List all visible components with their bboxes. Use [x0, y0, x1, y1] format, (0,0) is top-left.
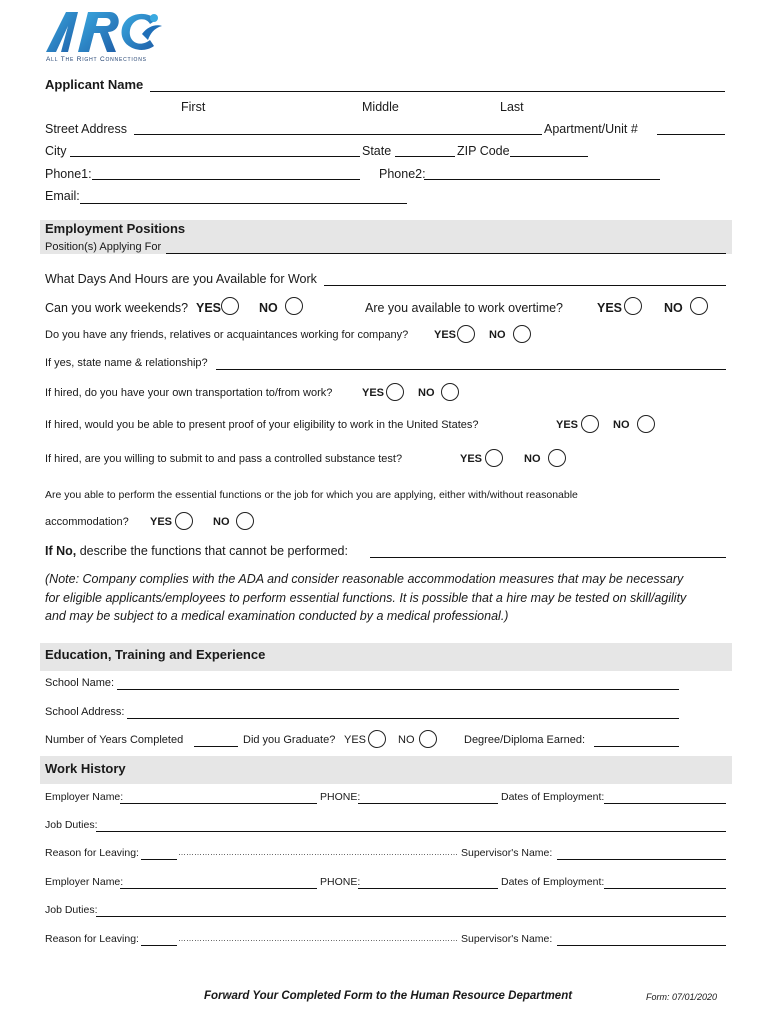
graduate-no-radio[interactable]	[419, 730, 437, 748]
phone1-work-label: PHONE:	[320, 791, 361, 803]
graduate-yes-radio[interactable]	[368, 730, 386, 748]
phone2-work-label: PHONE:	[320, 876, 361, 888]
graduate-yes-label: YES	[344, 734, 367, 746]
phone1-label: Phone1:	[45, 167, 92, 181]
education-heading: Education, Training and Experience	[45, 647, 266, 662]
employer1-phone-field[interactable]	[358, 803, 498, 804]
reason1-field[interactable]	[141, 859, 177, 860]
overtime-no-label: NO	[664, 301, 683, 315]
if-no-label	[45, 543, 348, 559]
city-label: City	[45, 144, 67, 158]
dates2-field[interactable]	[604, 888, 726, 889]
positions-field[interactable]	[166, 253, 726, 254]
supervisor2-label: Supervisor's Name:	[461, 933, 553, 945]
transportation-no-radio[interactable]	[441, 383, 459, 401]
duties2-field[interactable]	[96, 916, 726, 917]
employer2-phone-field[interactable]	[358, 888, 498, 889]
school-address-field[interactable]	[127, 718, 679, 719]
functions-no-label: NO	[213, 516, 230, 528]
duties2-label: Job Duties:	[45, 904, 98, 916]
phone2-field[interactable]	[424, 179, 660, 180]
graduate-question: Did you Graduate?	[243, 734, 336, 746]
positions-label: Position(s) Applying For	[45, 241, 162, 253]
zip-field[interactable]	[510, 156, 588, 157]
weekends-yes-radio[interactable]	[221, 297, 239, 315]
supervisor1-label: Supervisor's Name:	[461, 847, 553, 859]
school-name-label: School Name:	[45, 677, 115, 689]
work-section-band	[40, 756, 732, 784]
substance-no-radio[interactable]	[548, 449, 566, 467]
eligibility-no-label: NO	[613, 419, 630, 431]
eligibility-yes-label: YES	[556, 419, 579, 431]
substance-no-label: NO	[524, 453, 541, 465]
zip-label: ZIP Code	[457, 144, 510, 158]
supervisor1-field[interactable]	[557, 859, 726, 860]
state-field[interactable]	[395, 156, 455, 157]
school-address-label: School Address:	[45, 706, 125, 718]
functions-no-radio[interactable]	[236, 512, 254, 530]
reason1-label: Reason for Leaving:	[45, 847, 139, 859]
days-hours-label: What Days And Hours are you Available for Work	[45, 272, 317, 286]
relationship-field[interactable]	[216, 369, 726, 370]
transportation-no-label: NO	[418, 387, 435, 399]
substance-yes-radio[interactable]	[485, 449, 503, 467]
reason2-dots: ……………………………………………………………………………………………	[178, 934, 458, 943]
dates1-label: Dates of Employment:	[501, 791, 605, 803]
reason1-dots: ……………………………………………………………………………………………	[178, 848, 458, 857]
relationship-label: If yes, state name & relationship?	[45, 357, 208, 369]
street-address-label: Street Address	[45, 122, 127, 136]
applicant-name-field[interactable]	[150, 91, 725, 92]
functions-question-cont: accommodation?	[45, 516, 129, 528]
if-no-bold: If No,	[45, 544, 77, 558]
functions-question: Are you able to perform the essential functions or the job for which you are applying, either with/without reasonable	[45, 489, 578, 501]
degree-label: Degree/Diploma Earned:	[464, 734, 586, 746]
transportation-question: If hired, do you have your own transportation to/from work?	[45, 387, 333, 399]
weekends-no-label: NO	[259, 301, 278, 315]
school-name-field[interactable]	[117, 689, 679, 690]
email-field[interactable]	[80, 203, 407, 204]
functions-yes-radio[interactable]	[175, 512, 193, 530]
overtime-yes-label: YES	[597, 301, 623, 315]
overtime-no-radio[interactable]	[690, 297, 708, 315]
logo-tagline: All The Right Connections	[46, 56, 147, 63]
dates2-label: Dates of Employment:	[501, 876, 605, 888]
employer2-label: Employer Name:	[45, 876, 124, 888]
apartment-label: Apartment/Unit #	[544, 122, 638, 136]
footer-forward-text: Forward Your Completed Form to the Human Resource Department	[204, 990, 573, 1002]
employer1-label: Employer Name:	[45, 791, 124, 803]
overtime-question: Are you available to work overtime?	[365, 301, 564, 315]
if-no-text: describe the functions that cannot be performed:	[76, 544, 348, 558]
last-name-caption: Last	[500, 100, 524, 114]
applicant-name-label: Applicant Name	[45, 77, 144, 92]
employer2-field[interactable]	[120, 888, 317, 889]
form-date: Form: 07/01/2020	[646, 992, 718, 1002]
friends-question: Do you have any friends, relatives or acquaintances working for company?	[45, 329, 409, 341]
overtime-yes-radio[interactable]	[624, 297, 642, 315]
apartment-field[interactable]	[657, 134, 725, 135]
degree-field[interactable]	[594, 746, 679, 747]
duties1-field[interactable]	[96, 831, 726, 832]
friends-yes-radio[interactable]	[457, 325, 475, 343]
supervisor2-field[interactable]	[557, 945, 726, 946]
employer1-field[interactable]	[120, 803, 317, 804]
city-field[interactable]	[70, 156, 360, 157]
eligibility-question: If hired, would you be able to present proof of your eligibility to work in the United States?	[45, 419, 479, 431]
middle-name-caption: Middle	[362, 100, 399, 114]
friends-no-radio[interactable]	[513, 325, 531, 343]
eligibility-no-radio[interactable]	[637, 415, 655, 433]
first-name-caption: First	[181, 100, 206, 114]
employment-heading: Employment Positions	[45, 221, 186, 236]
dates1-field[interactable]	[604, 803, 726, 804]
email-label: Email:	[45, 189, 80, 203]
weekends-yes-label: YES	[196, 301, 222, 315]
eligibility-yes-radio[interactable]	[581, 415, 599, 433]
transportation-yes-radio[interactable]	[386, 383, 404, 401]
days-hours-field[interactable]	[324, 285, 726, 286]
state-label: State	[362, 144, 392, 158]
weekends-no-radio[interactable]	[285, 297, 303, 315]
friends-yes-label: YES	[434, 329, 457, 341]
transportation-yes-label: YES	[362, 387, 385, 399]
functions-description-field[interactable]	[370, 557, 726, 558]
phone2-label: Phone2:	[379, 167, 426, 181]
functions-yes-label: YES	[150, 516, 173, 528]
years-completed-field[interactable]	[194, 746, 238, 747]
street-address-field[interactable]	[134, 134, 542, 135]
phone1-field[interactable]	[92, 179, 360, 180]
duties1-label: Job Duties:	[45, 819, 98, 831]
ada-note: (Note: Company complies with the ADA and consider reasonable accommodation measures that may be necessary for eligible applicants/employees to perform essential functions. It is possible that a hire may be tested on skill/agility and may be subject to a medical examination conducted by a medical professional.)	[45, 572, 687, 623]
weekends-question: Can you work weekends?	[45, 301, 189, 315]
work-history-heading: Work History	[45, 761, 126, 776]
years-completed-label: Number of Years Completed	[45, 734, 184, 746]
graduate-no-label: NO	[398, 734, 415, 746]
reason2-label: Reason for Leaving:	[45, 933, 139, 945]
logo	[44, 8, 174, 66]
arc-logo-mark	[44, 8, 164, 56]
reason2-field[interactable]	[141, 945, 177, 946]
substance-yes-label: YES	[460, 453, 483, 465]
friends-no-label: NO	[489, 329, 506, 341]
substance-question: If hired, are you willing to submit to and pass a controlled substance test?	[45, 453, 403, 465]
